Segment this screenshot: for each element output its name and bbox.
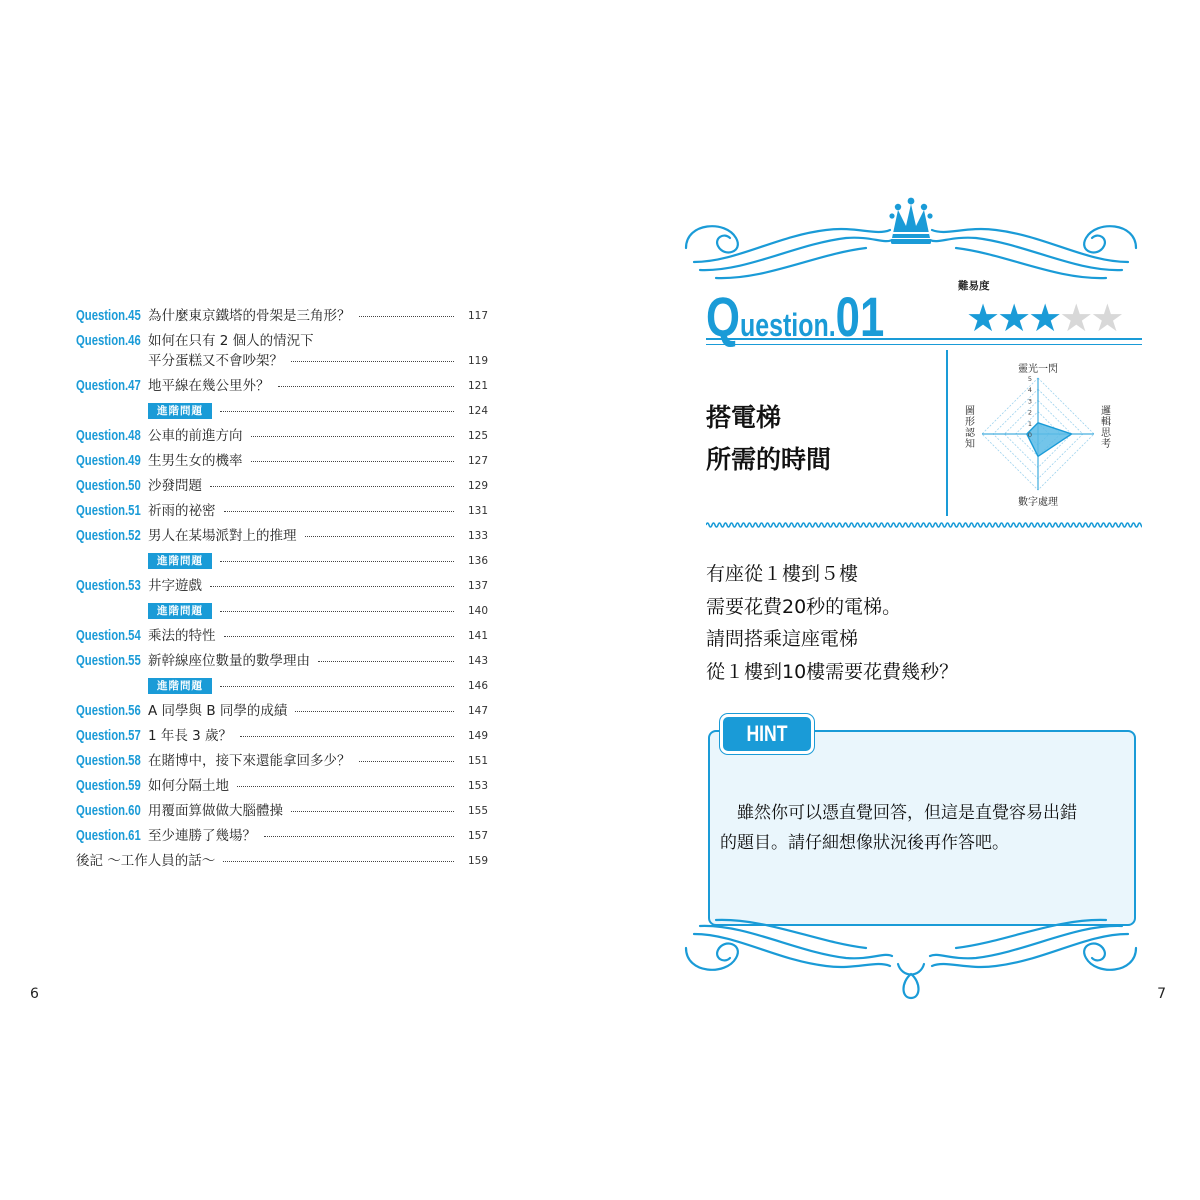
star-empty-icon: ★ [1059,296,1091,340]
radar-axis-label: 圖形認知 [965,406,975,450]
question-title-word: uestion. [739,307,836,343]
vertical-divider [946,350,948,516]
toc-entry[interactable] [76,824,488,849]
toc-page-number: 157 [467,830,488,842]
toc-leader-dots [264,836,454,837]
toc-title: 如何分隔土地 [148,778,229,794]
toc-page-number: 143 [467,655,488,667]
toc-page-number: 133 [467,530,488,542]
toc-leader-dots [291,361,454,362]
toc-title: 公車的前進方向 [148,428,243,444]
toc-title: 生男生女的機率 [148,453,243,469]
toc-leader-dots [295,711,454,712]
toc-leader-dots [240,736,454,737]
star-filled-icon: ★ [1028,296,1060,340]
toc-question-label: Question.55 [76,653,141,669]
toc-entry[interactable] [76,424,488,449]
toc-line [76,849,488,874]
toc-question-label: Question.58 [76,753,141,769]
toc-page-number: 146 [467,680,488,692]
toc-title: 1 年長 3 歲？ [148,728,233,744]
question-line: 從１樓到10樓需要花費幾秒？ [706,660,959,683]
question-number: 01 [835,285,885,348]
toc-page-number: 129 [467,480,488,492]
toc-line [76,774,488,799]
toc-title: 後記 ～工作人員的話～ [76,853,216,869]
toc-leader-dots [359,761,454,762]
right-page [600,0,1200,1200]
toc-entry[interactable] [76,374,488,424]
toc-leader-dots [237,786,454,787]
swirl-icon [898,964,924,998]
toc-line [76,799,488,824]
toc-entry[interactable] [76,474,488,499]
toc-page-number: 127 [467,455,488,467]
toc-leader-dots [291,811,454,812]
toc-leader-dots [220,611,454,612]
toc-page-number: 137 [467,580,488,592]
toc-title: 平分蛋糕又不會吵架？ [148,353,283,369]
toc-entry[interactable] [76,774,488,799]
toc-leader-dots [210,486,454,487]
toc-leader-dots [251,436,454,437]
toc-page-number: 119 [467,355,488,367]
problem-title [706,397,831,481]
toc-page-number: 131 [467,505,488,517]
radar-chart [960,348,1150,518]
toc-page-number: 124 [467,405,488,417]
toc-entry[interactable] [76,849,488,874]
hint-line: 雖然你可以憑直覺回答，但這是直覺容易出錯 [720,803,1077,823]
toc-line [76,374,488,399]
wave-divider [706,520,1142,530]
toc-title: 沙發問題 [148,478,202,494]
toc-title: 祈雨的祕密 [148,503,216,519]
toc-question-label: Question.48 [76,428,141,444]
advanced-question-badge: 進階問題 [148,678,212,694]
toc-leader-dots [318,661,454,662]
page-number-right: 7 [1157,986,1166,1002]
toc-title: 為什麼東京鐵塔的骨架是三角形？ [148,308,351,324]
question-title-q: Q [706,285,740,348]
toc-page-number: 140 [467,605,488,617]
toc-line [76,599,488,624]
toc-entry[interactable] [76,799,488,824]
toc-question-label: Question.52 [76,528,141,544]
toc-page-number: 153 [467,780,488,792]
toc-entry[interactable] [76,649,488,699]
hint-label: HINT [746,721,788,746]
toc-title: 地平線在幾公里外？ [148,378,270,394]
toc-line [76,399,488,424]
toc-leader-dots [220,411,454,412]
toc-line [76,304,488,329]
toc-entry[interactable] [76,699,488,724]
toc-question-label: Question.51 [76,503,141,519]
toc-page-number: 151 [467,755,488,767]
toc-question-label: Question.47 [76,378,141,394]
radar-axis-label: 數字處理 [1018,497,1058,508]
toc-title: A 同學與 B 同學的成績 [148,703,288,719]
toc-question-label: Question.57 [76,728,141,744]
toc-page-number: 125 [467,430,488,442]
radar-scale-label: 1 [1027,419,1032,428]
radar-scale-label: 4 [1027,386,1032,395]
star-empty-icon: ★ [1090,296,1122,340]
toc-question-label: Question.59 [76,778,141,794]
toc-title: 如何在只有 2 個人的情況下 [148,333,314,349]
question-line: 需要花費20秒的電梯。 [706,595,902,618]
toc-page-number: 159 [467,855,488,867]
table-of-contents [76,304,488,874]
question-body [706,558,958,688]
toc-entry[interactable] [76,624,488,649]
top-ornament [676,192,1146,292]
toc-entry[interactable] [76,499,488,524]
toc-leader-dots [224,636,454,637]
star-filled-icon: ★ [997,296,1029,340]
toc-entry[interactable] [76,449,488,474]
radar-scale-label: 2 [1027,408,1032,417]
toc-leader-dots [220,686,454,687]
toc-leader-dots [224,511,454,512]
question-line: 有座從１樓到５樓 [706,563,859,585]
toc-question-label: Question.60 [76,803,141,819]
toc-title: 用覆面算做做大腦體操 [148,803,283,819]
toc-leader-dots [210,586,454,587]
toc-line [76,649,488,674]
toc-page-number: 121 [467,380,488,392]
toc-question-label: Question.54 [76,628,141,644]
advanced-question-badge: 進階問題 [148,403,212,419]
toc-line [76,824,488,849]
difficulty-label: 難易度 [958,280,990,292]
toc-page-number: 147 [467,705,488,717]
toc-leader-dots [223,861,454,862]
toc-title: 井字遊戲 [148,578,202,594]
toc-leader-dots [278,386,454,387]
toc-line [76,449,488,474]
toc-title: 男人在某場派對上的推理 [148,528,297,544]
toc-line [76,524,488,549]
toc-page-number: 117 [467,310,488,322]
toc-leader-dots [251,461,454,462]
toc-title: 在賭博中，接下來還能拿回多少？ [148,753,351,769]
title-underline-thin [706,344,1142,345]
toc-page-number: 136 [467,555,488,567]
toc-question-label: Question.45 [76,308,141,324]
toc-line [76,624,488,649]
problem-title-line-2: 所需的時間 [706,445,832,474]
radar-axis-label: 靈光一閃 [1018,364,1058,375]
toc-page-number: 141 [467,630,488,642]
radar-scale-label: 5 [1027,375,1032,383]
toc-entry[interactable] [76,749,488,774]
toc-question-label: Question.50 [76,478,141,494]
toc-entry[interactable] [76,329,488,374]
toc-line [76,699,488,724]
toc-entry[interactable] [76,574,488,624]
page-number-left: 6 [30,986,39,1002]
toc-line [76,474,488,499]
toc-entry[interactable] [76,304,488,329]
star-filled-icon: ★ [966,296,998,340]
toc-line [76,499,488,524]
crown-icon [889,198,932,244]
toc-leader-dots [305,536,454,537]
toc-line [76,749,488,774]
toc-line [76,674,488,699]
toc-question-label: Question.56 [76,703,141,719]
radar-axis-label: 邏輯思考 [1101,406,1111,450]
toc-question-label: Question.46 [76,333,141,349]
advanced-question-badge: 進階問題 [148,603,212,619]
toc-entry[interactable] [76,724,488,749]
toc-entry[interactable] [76,524,488,574]
difficulty-stars [966,296,1121,340]
radar-scale-label: 0 [1027,431,1032,439]
toc-question-label: Question.61 [76,828,141,844]
toc-question-label: Question.53 [76,578,141,594]
question-line: 請問搭乘這座電梯 [706,628,859,650]
toc-leader-dots [220,561,454,562]
toc-line [76,574,488,599]
toc-question-label: Question.49 [76,453,141,469]
toc-title: 乘法的特性 [148,628,216,644]
toc-line [76,349,488,374]
toc-line [76,424,488,449]
toc-title: 新幹線座位數量的數學理由 [148,653,310,669]
hint-text [720,798,1124,858]
toc-line [76,724,488,749]
toc-page-number: 149 [467,730,488,742]
toc-page-number: 155 [467,805,488,817]
hint-line: 的題目。請仔細想像狀況後再作答吧。 [720,833,1009,853]
advanced-question-badge: 進階問題 [148,553,212,569]
radar-scale-label: 3 [1027,397,1032,406]
problem-title-line-1: 搭電梯 [706,403,782,432]
toc-line [76,329,488,349]
bottom-ornament [676,918,1146,1008]
hint-tab [720,714,814,754]
toc-title: 至少連勝了幾場？ [148,828,256,844]
toc-line [76,549,488,574]
toc-leader-dots [359,316,454,317]
